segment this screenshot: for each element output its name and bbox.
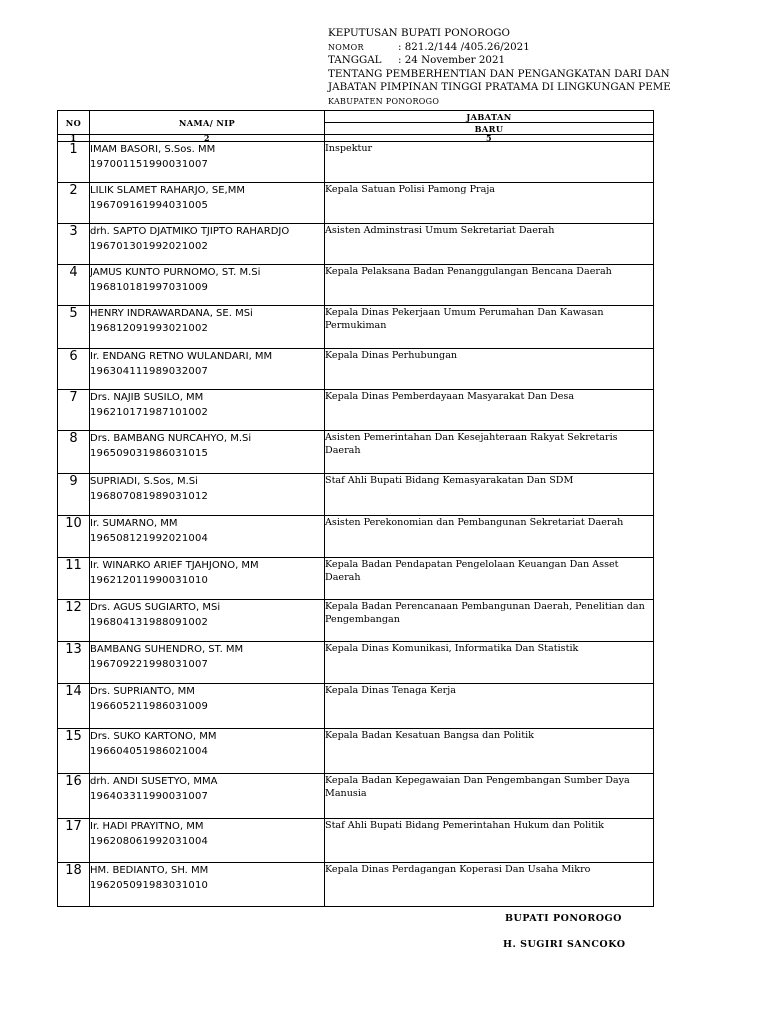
nomor-label: NOMOR [328,42,364,52]
nama-nip-cell [90,224,325,265]
employee-name: JAMUS KUNTO PURNOMO, ST. M.Si [90,267,261,278]
employee-nip: 196210171987101002 [90,407,209,418]
nomor-value: : 821.2/144 /405.26/2021 [398,40,530,53]
employee-name: HENRY INDRAWARDANA, SE. MSi [90,308,253,319]
table-row [58,183,654,224]
nama-nip-cell [90,774,325,819]
employee-nip: 196810181997031009 [90,282,209,293]
table-row [58,558,654,600]
employee-name: Ir. WINARKO ARIEF TJAHJONO, MM [90,560,259,571]
nama-nip-cell [90,306,325,349]
tanggal-label: TANGGAL [328,54,382,67]
index-col-3: 5 [325,135,654,142]
employee-name: Drs. SUPRIANTO, MM [90,686,195,697]
nama-nip-cell [90,863,325,907]
row-number: 6 [58,349,90,390]
row-number: 8 [58,431,90,474]
jabatan-baru-cell: Inspektur [325,142,654,183]
jabatan-baru-cell: Kepala Satuan Polisi Pamong Praja [325,183,654,224]
employee-nip: 196812091993021002 [90,323,209,334]
jabatan-table [57,110,654,907]
jabatan-baru-cell: Kepala Badan Perencanaan Pembangunan Daerah, Penelitian dan Pengembangan [325,600,654,642]
row-number: 15 [58,729,90,774]
employee-name: HM. BEDIANTO, SH. MM [90,865,209,876]
nomor-row [328,41,671,55]
nama-nip-cell [90,729,325,774]
index-col-1: 1 [58,135,90,142]
kabupaten-label: KABUPATEN PONOROGO [328,96,440,106]
tanggal-value: : 24 November 2021 [398,54,506,67]
table-row [58,224,654,265]
employee-name: drh. SAPTO DJATMIKO TJIPTO RAHARDJO [90,226,290,237]
row-number: 10 [58,516,90,558]
header-jabatan: JABATAN [325,111,654,123]
nama-nip-cell [90,558,325,600]
header-baru: BARU [325,123,654,135]
table-row [58,265,654,306]
employee-name: SUPRIADI, S.Sos, M.Si [90,476,198,487]
nama-nip-cell [90,684,325,729]
employee-nip: 196208061992031004 [90,836,209,847]
employee-name: IMAM BASORI, S.Sos. MM [90,144,216,155]
jabatan-baru-cell: Kepala Badan Kepegawaian Dan Pengembangan Sumber Daya Manusia [325,774,654,819]
employee-name: Ir. ENDANG RETNO WULANDARI, MM [90,351,273,362]
jabatan-baru-cell: Kepala Badan Kesatuan Bangsa dan Politik [325,729,654,774]
nama-nip-cell [90,431,325,474]
employee-name: Drs. BAMBANG NURCAHYO, M.Si [90,433,252,444]
jabatan-baru-cell: Staf Ahli Bupati Bidang Kemasyarakatan Dan SDM [325,474,654,516]
jabatan-baru-cell: Kepala Dinas Komunikasi, Informatika Dan Statistik [325,642,654,684]
table-row [58,642,654,684]
row-number: 2 [58,183,90,224]
document-title: KEPUTUSAN BUPATI PONOROGO [328,27,510,39]
employee-nip: 196212011990031010 [90,575,209,586]
table-row [58,819,654,863]
header-nama-nip: NAMA/ NIP [90,111,325,135]
jabatan-baru-cell: Kepala Dinas Pekerjaan Umum Perumahan Dan Kawasan Permukiman [325,306,654,349]
row-number: 7 [58,390,90,431]
document-header [328,27,671,109]
nama-nip-cell [90,265,325,306]
table-row [58,600,654,642]
row-number: 3 [58,224,90,265]
employee-nip: 197001151990031007 [90,159,209,170]
employee-name: Drs. NAJIB SUSILO, MM [90,392,204,403]
nama-nip-cell [90,390,325,431]
employee-nip: 196709161994031005 [90,200,209,211]
employee-nip: 196604051986021004 [90,746,209,757]
employee-nip: 196804131988091002 [90,617,209,628]
tentang-line-2: JABATAN PIMPINAN TINGGI PRATAMA DI LINGKUNGAN PEME [328,81,671,94]
row-number: 14 [58,684,90,729]
table-row [58,474,654,516]
table-row [58,306,654,349]
header-no: NO [58,111,90,135]
jabatan-baru-cell: Kepala Pelaksana Badan Penanggulangan Bencana Daerah [325,265,654,306]
employee-nip: 196403311990031007 [90,791,209,802]
row-number: 16 [58,774,90,819]
table-row [58,774,654,819]
employee-name: Drs. AGUS SUGIARTO, MSi [90,602,221,613]
employee-name: BAMBANG SUHENDRO, ST. MM [90,644,244,655]
row-number: 12 [58,600,90,642]
row-number: 17 [58,819,90,863]
nama-nip-cell [90,142,325,183]
jabatan-baru-cell: Asisten Pemerintahan Dan Kesejahteraan Rakyat Sekretaris Daerah [325,431,654,474]
nama-nip-cell [90,819,325,863]
table-row [58,863,654,907]
table-row [58,729,654,774]
row-number: 11 [58,558,90,600]
table-row [58,684,654,729]
jabatan-baru-cell: Staf Ahli Bupati Bidang Pemerintahan Hukum dan Politik [325,819,654,863]
employee-nip: 196205091983031010 [90,880,209,891]
employee-nip: 196304111989032007 [90,366,209,377]
jabatan-baru-cell: Asisten Perekonomian dan Pembangunan Sekretariat Daerah [325,516,654,558]
employee-nip: 196701301992021002 [90,241,209,252]
employee-nip: 196807081989031012 [90,491,209,502]
jabatan-baru-cell: Kepala Dinas Perdagangan Koperasi Dan Usaha Mikro [325,863,654,907]
table-row [58,142,654,183]
signature-title: BUPATI PONOROGO [505,913,622,924]
signature-name: H. SUGIRI SANCOKO [503,939,626,950]
nama-nip-cell [90,349,325,390]
jabatan-baru-cell: Kepala Badan Pendapatan Pengelolaan Keuangan Dan Asset Daerah [325,558,654,600]
row-number: 4 [58,265,90,306]
table-row [58,349,654,390]
row-number: 5 [58,306,90,349]
nama-nip-cell [90,474,325,516]
employee-name: LILIK SLAMET RAHARJO, SE,MM [90,185,245,196]
table-row [58,390,654,431]
nama-nip-cell [90,642,325,684]
employee-nip: 196605211986031009 [90,701,209,712]
table-row [58,431,654,474]
employee-name: drh. ANDI SUSETYO, MMA [90,776,218,787]
table-row [58,516,654,558]
jabatan-baru-cell: Asisten Adminstrasi Umum Sekretariat Daerah [325,224,654,265]
row-number: 13 [58,642,90,684]
nama-nip-cell [90,600,325,642]
employee-name: Ir. SUMARNO, MM [90,518,178,529]
row-number: 9 [58,474,90,516]
row-number: 18 [58,863,90,907]
employee-nip: 196509031986031015 [90,448,209,459]
employee-nip: 196709221998031007 [90,659,209,670]
employee-name: Drs. SUKO KARTONO, MM [90,731,217,742]
employee-name: Ir. HADI PRAYITNO, MM [90,821,204,832]
nama-nip-cell [90,516,325,558]
employee-nip: 196508121992021004 [90,533,209,544]
row-number: 1 [58,142,90,183]
jabatan-baru-cell: Kepala Dinas Pemberdayaan Masyarakat Dan Desa [325,390,654,431]
jabatan-baru-cell: Kepala Dinas Perhubungan [325,349,654,390]
tanggal-row [328,54,671,68]
nama-nip-cell [90,183,325,224]
tentang-line-1: TENTANG PEMBERHENTIAN DAN PENGANGKATAN DARI DAN [328,67,670,80]
index-col-2: 2 [90,135,325,142]
jabatan-baru-cell: Kepala Dinas Tenaga Kerja [325,684,654,729]
